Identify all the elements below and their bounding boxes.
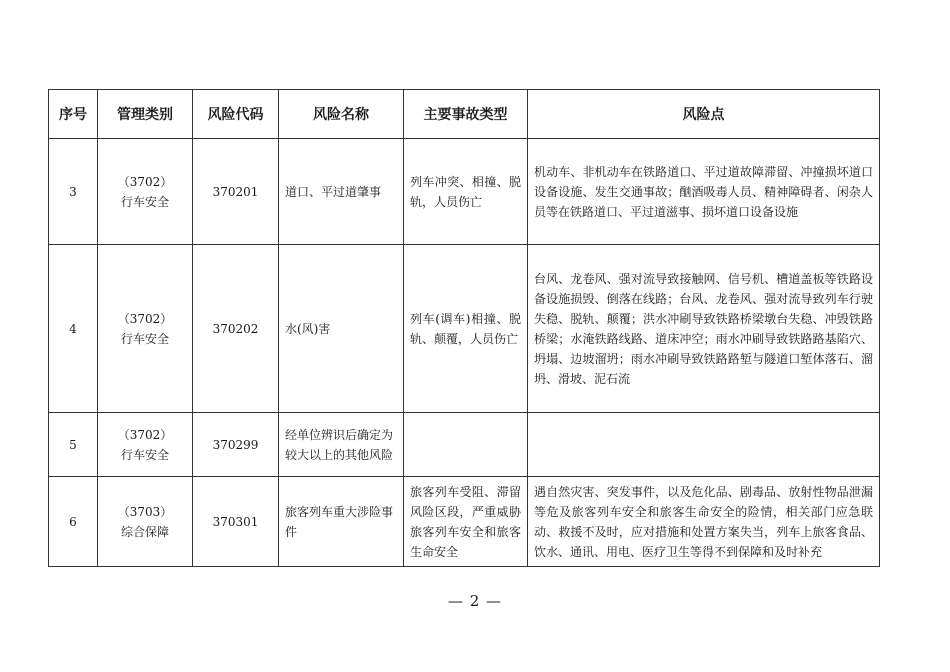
row-no: 3: [49, 139, 98, 245]
row-accident-type: 列车(调车)相撞、脱轨、颠覆，人员伤亡: [404, 245, 528, 413]
row-no: 6: [49, 477, 98, 567]
header-row: [49, 90, 880, 139]
row-code: 370301: [193, 477, 279, 567]
header-code: 风险代码: [193, 90, 279, 139]
header-no: 序号: [49, 90, 98, 139]
row-category: [98, 139, 193, 245]
row-category: [98, 245, 193, 413]
row-no: 5: [49, 413, 98, 477]
row-no: 4: [49, 245, 98, 413]
header-name: 风险名称: [279, 90, 404, 139]
header-category: 管理类别: [98, 90, 193, 139]
row-risk-point: 机动车、非机动车在铁路道口、平过道故障滞留、冲撞损坏道口设备设施、发生交通事故；酗酒吸毒人员、精神障碍者、闲杂人员等在铁路道口、平过道滋事、损坏道口设备设施: [528, 139, 880, 245]
category-name: 行车安全: [120, 331, 169, 346]
row-risk-name: 道口、平过道肇事: [279, 139, 404, 245]
row-risk-point: 遇自然灾害、突发事件，以及危化品、剧毒品、放射性物品泄漏等危及旅客列车安全和旅客生命安全的险情，相关部门应急联动、救援不及时，应对措施和处置方案失当，列车上旅客食品、饮水、通讯、用电、医疗卫生等得不到保障和及时补充: [528, 477, 880, 567]
page-number: — 2 —: [447, 592, 503, 610]
row-accident-type: [404, 413, 528, 477]
table-row: [49, 477, 880, 567]
row-code: 370299: [193, 413, 279, 477]
row-risk-name: 旅客列车重大涉险事件: [279, 477, 404, 567]
table-row: [49, 413, 880, 477]
row-risk-point: 台风、龙卷风、强对流导致接触网、信号机、槽道盖板等铁路设备设施损毁、倒落在线路；台风、龙卷风、强对流导致列车行驶失稳、脱轨、颠覆；洪水冲刷导致铁路桥梁墩台失稳、冲毁铁路桥梁；水淹铁路线路、道床冲空；雨水冲刷导致铁路路基陷穴、坍塌、边坡溜坍；雨水冲刷导致铁路路堑与隧道口堑体落石、溜坍、滑坡、泥石流: [528, 245, 880, 413]
row-risk-point: [528, 413, 880, 477]
category-code: （3703）: [117, 504, 173, 519]
category-name: 行车安全: [120, 194, 169, 209]
category-code: （3702）: [117, 427, 173, 442]
category-name: 综合保障: [120, 524, 169, 539]
row-risk-name: 经单位辨识后确定为较大以上的其他风险: [279, 413, 404, 477]
row-code: 370202: [193, 245, 279, 413]
table-row: [49, 245, 880, 413]
row-code: 370201: [193, 139, 279, 245]
header-risk-point: 风险点: [528, 90, 880, 139]
header-accident-type: 主要事故类型: [404, 90, 528, 139]
row-accident-type: 列车冲突、相撞、脱轨，人员伤亡: [404, 139, 528, 245]
category-name: 行车安全: [120, 447, 169, 462]
row-category: [98, 477, 193, 567]
risk-table: [48, 89, 880, 567]
category-code: （3702）: [117, 311, 173, 326]
category-code: （3702）: [117, 174, 173, 189]
table-row: [49, 139, 880, 245]
row-category: [98, 413, 193, 477]
row-risk-name: 水(风)害: [279, 245, 404, 413]
row-accident-type: 旅客列车受阻、滞留风险区段，严重威胁旅客列车安全和旅客生命安全: [404, 477, 528, 567]
